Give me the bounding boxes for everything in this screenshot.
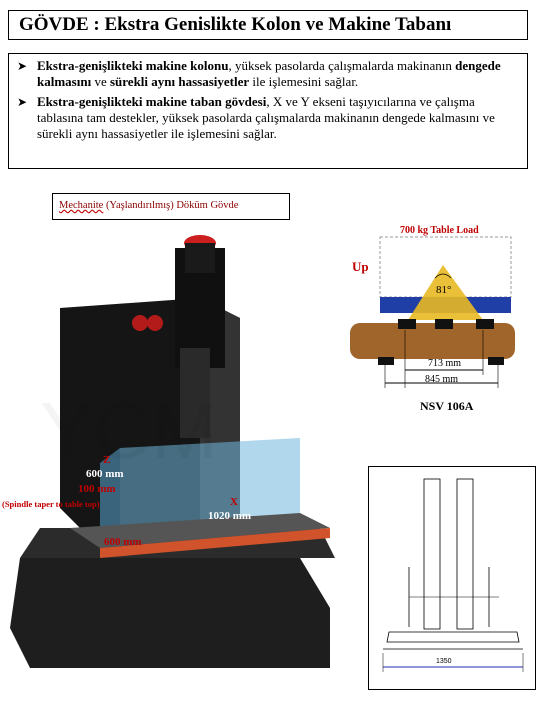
svg-text:YCM: [40, 386, 218, 475]
model-label: NSV 106A: [420, 399, 474, 413]
technical-drawing-box: [368, 466, 536, 690]
spindle-note: (Spindle taper to table top): [2, 499, 100, 509]
x-axis-label: X: [230, 496, 238, 508]
bullet-text: , yüksek pasolarda çalışmalarda makinanın: [228, 58, 456, 73]
table-load-label: 700 kg Table Load: [400, 225, 479, 236]
title-box: [8, 10, 528, 40]
x-axis-value: 1020 mm: [208, 510, 252, 522]
technical-drawing: [369, 467, 537, 691]
bullet-item: [17, 58, 517, 90]
bullet-box: [8, 53, 528, 169]
drawing-width-label: 1350: [436, 658, 452, 665]
z-axis-label: Z: [103, 454, 111, 466]
spindle-value: 100 mm: [78, 483, 116, 495]
arrow-bullet-icon: ➤: [17, 95, 28, 109]
red-cap-icon: [147, 315, 163, 331]
outer-width-label: 845 mm: [425, 374, 459, 385]
bullet-bold: Ekstra-genişlikteki makine taban gövdesi: [37, 94, 267, 109]
caption-box: [52, 193, 290, 220]
bullet-bold: sürekli aynı hassasiyetler: [109, 74, 250, 89]
red-cap-icon: [132, 315, 148, 331]
caption-text: (Yaşlandırılmış) Döküm Gövde: [103, 200, 239, 211]
bullet-text: , X ve Y ekseni taşıyıcılarına ve çalışma tablasına tam destekler, yüksek pasolarda çalışmalarda makinanın dengede kalmasını ve sürekli aynı hassasiyetler ile işlemesini sağlar.: [37, 94, 495, 141]
machine-base: [10, 558, 330, 668]
angle-label: 81°: [436, 284, 452, 296]
page-title: GÖVDE : Ekstra Genislikte Kolon ve Makine Tabanı: [19, 14, 452, 35]
bullet-text: ve: [91, 74, 110, 89]
inner-width-label: 713 mm: [428, 358, 462, 369]
up-label: Up: [352, 259, 369, 274]
bullet-item: [17, 94, 517, 142]
machine-illustration: [0, 228, 355, 698]
bullet-bold: Ekstra-genişlikteki makine kolonu: [37, 58, 229, 73]
caption-underlined: Mechanite: [59, 200, 104, 211]
load-diagram: [343, 220, 523, 420]
arrow-bullet-icon: ➤: [17, 59, 28, 73]
y-axis-value: 600 mm: [104, 536, 142, 548]
z-axis-value: 600 mm: [86, 468, 124, 480]
bullet-bold: dengede kalmasını: [37, 58, 501, 89]
bullet-text: ile işlemesini sağlar.: [249, 74, 359, 89]
